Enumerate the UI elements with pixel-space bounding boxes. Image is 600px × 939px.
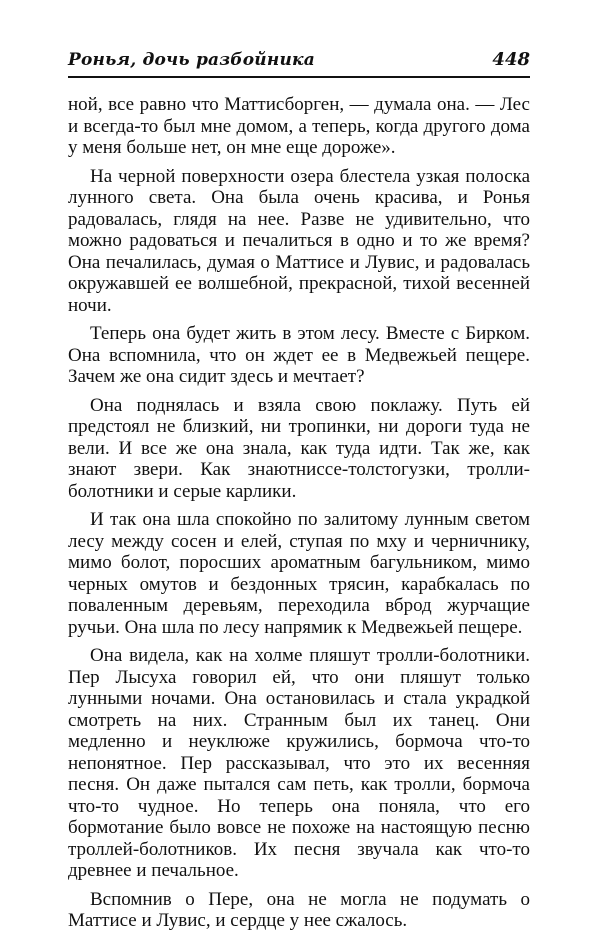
paragraph: Она видела, как на холме пляшут тролли-болотники. Пер Лысуха говорил ей, что они пляшут только лунными ночами. Она остановилась и стала украдкой смотреть на них. Странным был их танец. Они медленно и неуклюже кружились, бормоча что-то непонятное. Пер рассказывал, что это их весенняя песня. Он даже пытался сам петь, как тролли, бормоча что-то чудное. Но теперь она поняла, что его бормотание было вовсе не похоже на настоящую песню троллей-болотников. Их песня звучала как что-то древнее и печальное.	[68, 645, 530, 881]
paragraph: На черной поверхности озера блестела узкая полоска лунного света. Она была очень красива, и Ронья радовалась, глядя на нее. Разве не удивительно, что можно радоваться и печалиться в одно и то же время? Она печалилась, думая о Маттисе и Лувис, и радовалась окружавшей ее волшебной, прекрасной, тихой весенней ночи.	[68, 165, 530, 316]
paragraph: Вспомнив о Пере, она не могла не подумать о Маттисе и Лувис, и сердце у нее сжалось.	[68, 888, 530, 931]
book-page	[68, 44, 530, 939]
book-title: Ронья, дочь разбойника	[68, 50, 315, 70]
paragraph: Она поднялась и взяла свою поклажу. Путь ей предстоял не близкий, ни тропинки, ни дороги туда не вели. И все же она знала, как туда идти. Так же, как знают звери. Как знаютниссе-толстогузки, тролли-болотники и серые карлики.	[68, 394, 530, 502]
paragraph: ной, все равно что Маттисборген, — думала она. — Лес и всегда-то был мне домом, а теперь, когда другого дома у меня больше нет, он мне еще дороже».	[68, 94, 530, 158]
body-text	[68, 94, 530, 932]
running-header	[68, 44, 530, 78]
paragraph: Теперь она будет жить в этом лесу. Вместе с Бирком. Она вспомнила, что он ждет ее в Медвежьей пещере. Зачем же она сидит здесь и мечтает?	[68, 323, 530, 387]
page-number: 448	[492, 49, 530, 70]
paragraph: И так она шла спокойно по залитому лунным светом лесу между сосен и елей, ступая по мху и черничнику, мимо болот, поросших ароматным багульником, мимо черных омутов и бездонных трясин, карабкалась по поваленным деревьям, переходила вброд журчащие ручьи. Она шла по лесу напрямик к Медвежьей пещере.	[68, 509, 530, 638]
